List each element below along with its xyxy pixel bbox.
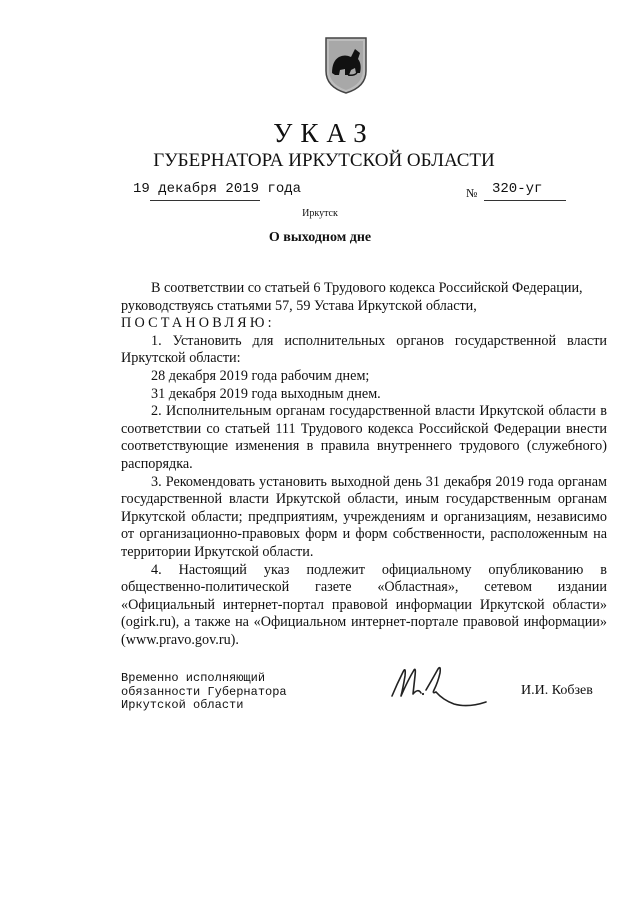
decree-word: ПОСТАНОВЛЯЮ:: [121, 315, 275, 332]
paragraph-1-item-a: 28 декабря 2019 года рабочим днем;: [151, 367, 370, 384]
city-name: Иркутск: [302, 208, 338, 219]
document-title: О выходном дне: [268, 230, 372, 245]
handwritten-signature: [388, 660, 488, 712]
paragraph-2: 2. Исполнительным органам государственной власти Иркутской области в соответствии со статьей 111 Трудового кодекса Российской Федерации внести соответствующие изменения в правила внутреннего трудового (служебного) распорядка.: [121, 403, 607, 472]
coat-of-arms-icon: [321, 35, 371, 95]
signer-position-line-2: обязанности Губернатора: [121, 684, 287, 699]
decree-date: 19 декабря 2019 года: [133, 181, 302, 197]
document-body: [121, 280, 607, 649]
signer-position-line-3: Иркутской области: [121, 698, 244, 712]
intro-line-2: руководствуясь статьями 57, 59 Устава Иркутской области,: [121, 297, 477, 314]
paragraph-3: 3. Рекомендовать установить выходной день 31 декабря 2019 года органам государственной власти Иркутской области, иным государственным органам Иркутской области; предприятиям, учреждениям и организациям, независимо от организационно-правовых форм и форм собственности, расположенным на территории Иркутской области.: [121, 473, 607, 560]
signer-name: И.И. Кобзев: [521, 683, 593, 698]
decree-number: 320-уг: [492, 181, 543, 197]
signer-position: [121, 672, 287, 713]
number-sign: №: [466, 186, 478, 200]
intro-line-1: В соответствии со статьей 6 Трудового кодекса Российской Федерации,: [151, 280, 583, 296]
number-underline: [484, 200, 566, 201]
paragraph-1: 1. Установить для исполнительных органов государственной власти Иркутской области:: [121, 332, 607, 367]
date-underline: [150, 200, 260, 201]
issuer-title: ГУБЕРНАТОРА ИРКУТСКОЙ ОБЛАСТИ: [153, 150, 495, 171]
signer-position-line-1: Временно исполняющий: [121, 671, 266, 685]
document-type-title: УКАЗ: [273, 118, 375, 148]
paragraph-1-item-b: 31 декабря 2019 года выходным днем.: [151, 385, 381, 402]
paragraph-4: 4. Настоящий указ подлежит официальному опубликованию в общественно-политической газете «Областная», сетевом издании «Официальный интернет-портал правовой информации Иркутской области» (ogirk.ru), а также на «Официальном интернет-портале правовой информации» (www.pravo.gov.ru).: [121, 561, 607, 648]
